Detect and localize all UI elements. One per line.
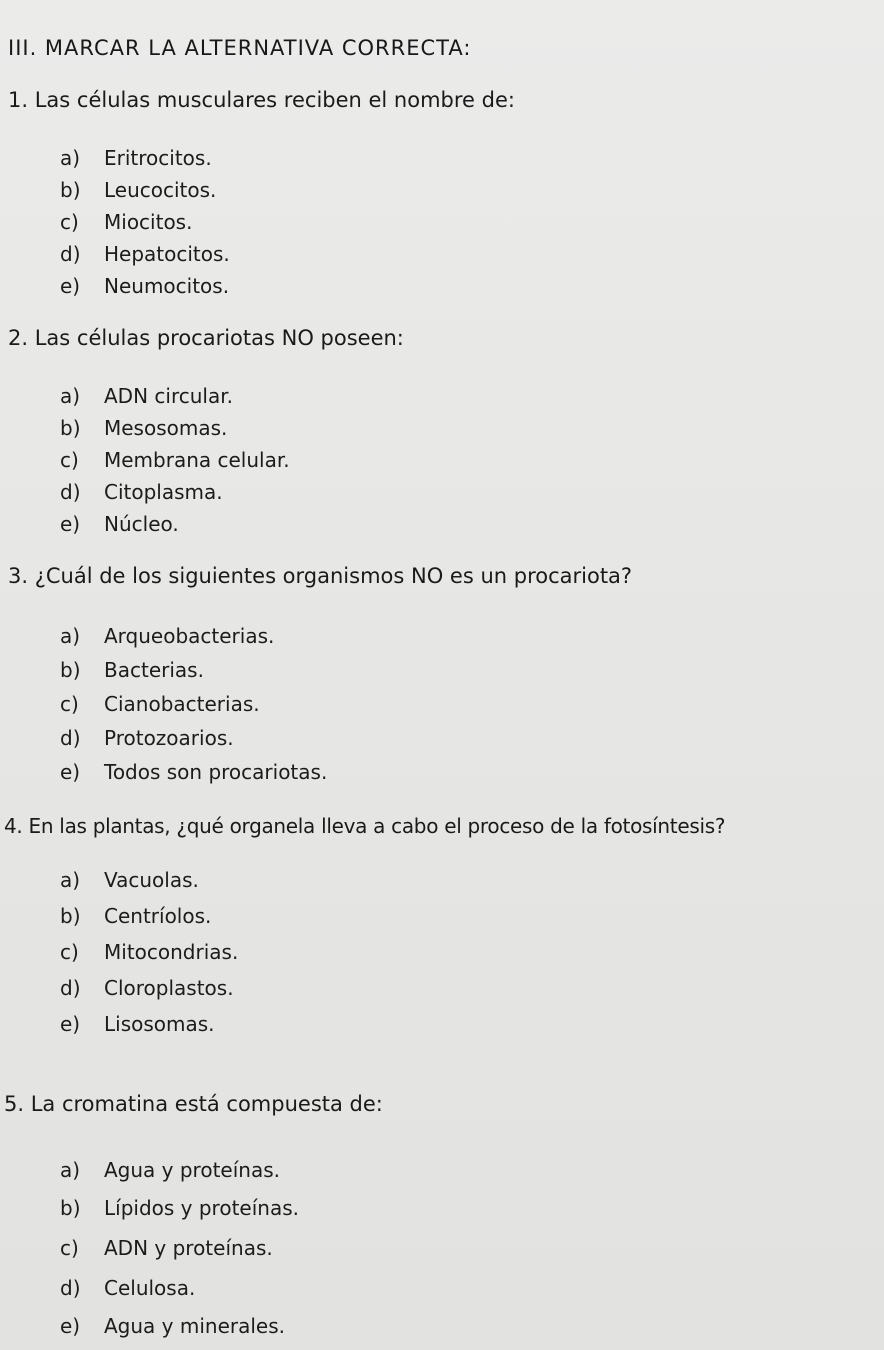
question-2-option-c[interactable]	[60, 448, 290, 472]
option-letter: a)	[60, 1158, 81, 1182]
option-letter: e)	[60, 760, 81, 784]
option-letter: a)	[60, 624, 81, 648]
question-4-option-d[interactable]	[60, 976, 234, 1000]
option-letter: c)	[60, 692, 79, 716]
question-4-option-b[interactable]	[60, 904, 211, 928]
option-text: Eritrocitos.	[104, 146, 212, 170]
option-letter: e)	[60, 274, 81, 298]
option-letter: d)	[60, 480, 81, 504]
question-2-option-d[interactable]	[60, 480, 223, 504]
option-text: Núcleo.	[104, 512, 179, 536]
question-3-option-b[interactable]	[60, 658, 204, 682]
option-text: Vacuolas.	[104, 868, 199, 892]
option-text: Membrana celular.	[104, 448, 290, 472]
question-5-option-c[interactable]	[60, 1236, 273, 1260]
option-letter: d)	[60, 242, 81, 266]
question-4-option-e[interactable]	[60, 1012, 215, 1036]
option-letter: e)	[60, 1012, 81, 1036]
question-3-option-d[interactable]	[60, 726, 234, 750]
option-letter: e)	[60, 512, 81, 536]
question-5-option-e[interactable]	[60, 1314, 285, 1338]
option-text: Mitocondrias.	[104, 940, 239, 964]
option-text: Lípidos y proteínas.	[104, 1196, 299, 1220]
option-text: ADN circular.	[104, 384, 233, 408]
option-letter: c)	[60, 448, 79, 472]
question-3-prompt: 3. ¿Cuál de los siguientes organismos NO es un procariota?	[8, 564, 633, 588]
question-4-prompt: 4. En las plantas, ¿qué organela lleva a cabo el proceso de la fotosíntesis?	[4, 814, 726, 838]
option-letter: d)	[60, 726, 81, 750]
question-3-option-e[interactable]	[60, 760, 327, 784]
option-text: Agua y proteínas.	[104, 1158, 280, 1182]
option-letter: a)	[60, 146, 81, 170]
option-text: Todos son procariotas.	[104, 760, 328, 784]
question-4-option-a[interactable]	[60, 868, 199, 892]
option-letter: a)	[60, 384, 81, 408]
option-text: Celulosa.	[104, 1276, 196, 1300]
option-text: Mesosomas.	[104, 416, 228, 440]
option-text: Centríolos.	[104, 904, 212, 928]
option-letter: b)	[60, 904, 81, 928]
option-letter: c)	[60, 210, 79, 234]
question-5-option-a[interactable]	[60, 1158, 280, 1182]
question-5-prompt: 5. La cromatina está compuesta de:	[4, 1092, 383, 1116]
question-1-option-c[interactable]	[60, 210, 192, 234]
question-1-prompt: 1. Las células musculares reciben el nombre de:	[8, 88, 515, 112]
question-3-option-a[interactable]	[60, 624, 274, 648]
option-letter: b)	[60, 178, 81, 202]
option-text: Lisosomas.	[104, 1012, 215, 1036]
option-text: Hepatocitos.	[104, 242, 230, 266]
question-2-option-a[interactable]	[60, 384, 233, 408]
option-text: Protozoarios.	[104, 726, 234, 750]
question-1-option-e[interactable]	[60, 274, 229, 298]
question-2-option-b[interactable]	[60, 416, 227, 440]
option-letter: c)	[60, 1236, 79, 1260]
question-5-option-d[interactable]	[60, 1276, 195, 1300]
option-letter: b)	[60, 1196, 81, 1220]
option-letter: b)	[60, 658, 81, 682]
option-text: Cianobacterias.	[104, 692, 260, 716]
question-3-option-c[interactable]	[60, 692, 260, 716]
question-1-option-b[interactable]	[60, 178, 216, 202]
option-letter: e)	[60, 1314, 81, 1338]
option-text: Leucocitos.	[104, 178, 217, 202]
question-5-option-b[interactable]	[60, 1196, 299, 1220]
option-text: ADN y proteínas.	[104, 1236, 273, 1260]
option-letter: a)	[60, 868, 81, 892]
option-letter: c)	[60, 940, 79, 964]
option-text: Arqueobacterias.	[104, 624, 275, 648]
option-text: Citoplasma.	[104, 480, 223, 504]
question-1-option-a[interactable]	[60, 146, 212, 170]
section-heading: III. MARCAR LA ALTERNATIVA CORRECTA:	[8, 36, 472, 60]
option-text: Bacterias.	[104, 658, 204, 682]
question-2-prompt: 2. Las células procariotas NO poseen:	[8, 326, 404, 350]
option-letter: b)	[60, 416, 81, 440]
option-text: Agua y minerales.	[104, 1314, 285, 1338]
question-4-option-c[interactable]	[60, 940, 238, 964]
question-2-option-e[interactable]	[60, 512, 179, 536]
option-letter: d)	[60, 976, 81, 1000]
option-letter: d)	[60, 1276, 81, 1300]
question-1-option-d[interactable]	[60, 242, 230, 266]
option-text: Neumocitos.	[104, 274, 230, 298]
option-text: Cloroplastos.	[104, 976, 234, 1000]
option-text: Miocitos.	[104, 210, 193, 234]
